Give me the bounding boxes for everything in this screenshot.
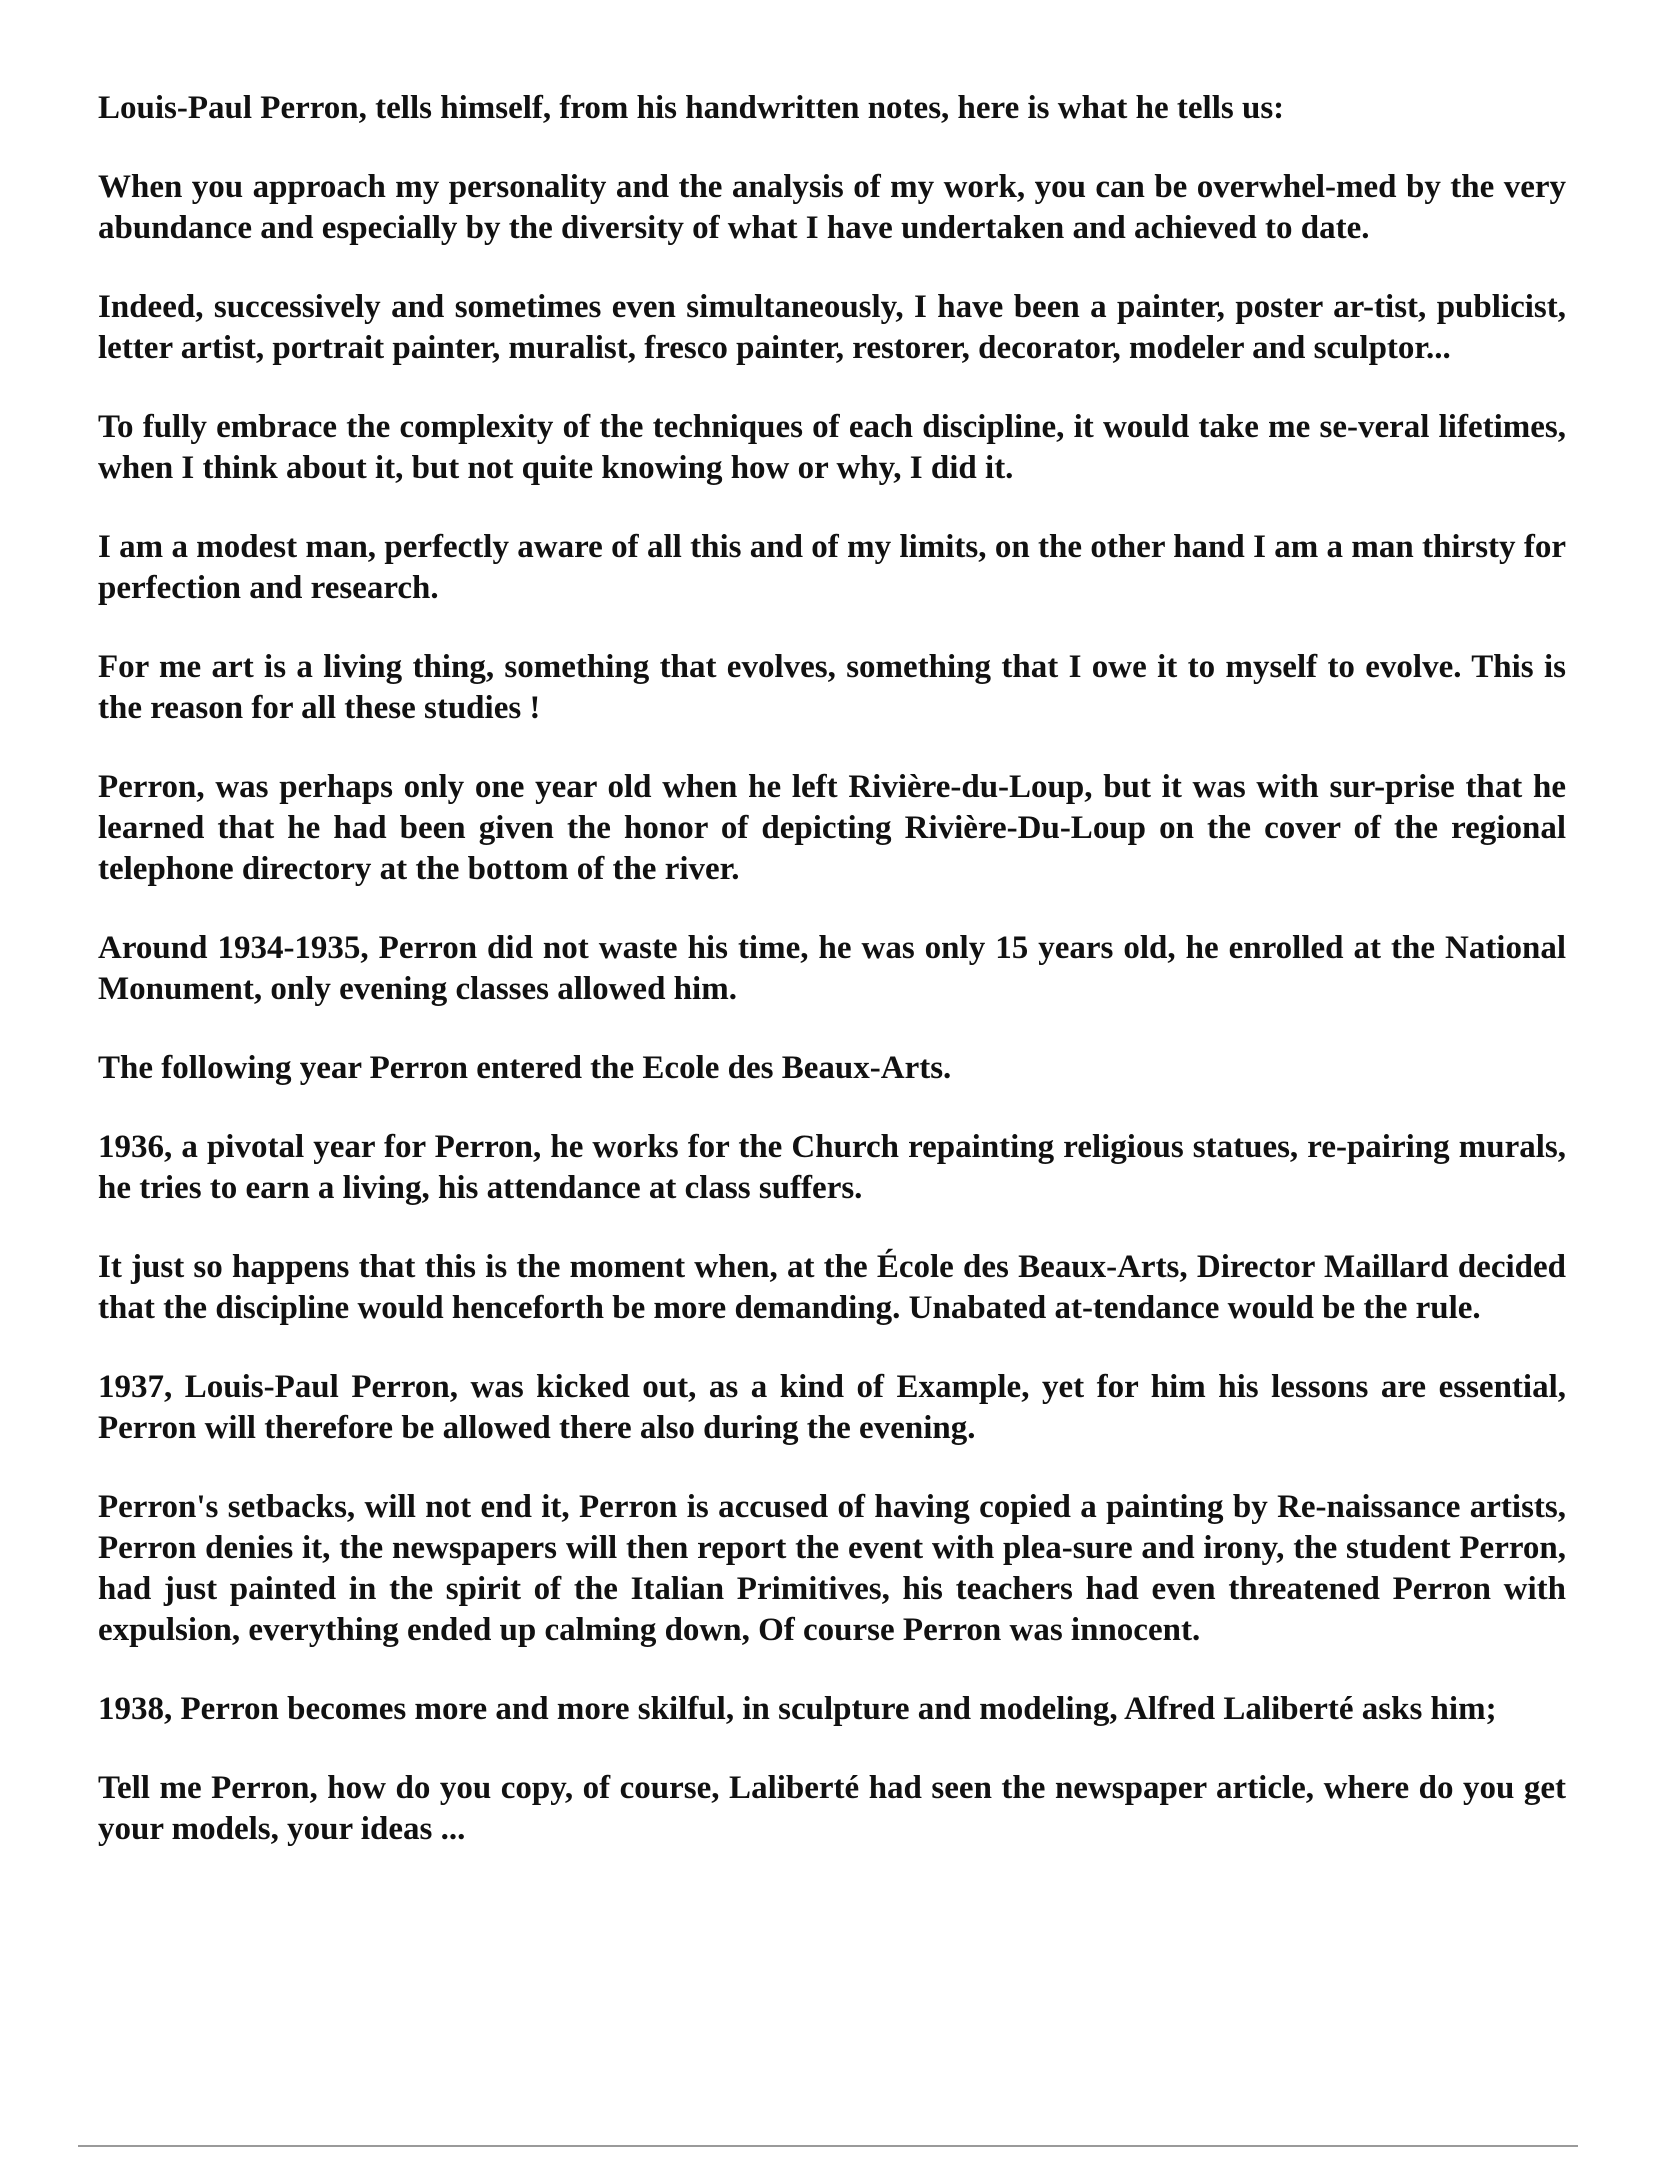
paragraph-complexity: To fully embrace the complexity of the techniques of each discipline, it would take me se-veral lifetimes, when I think about it, but not quite knowing how or why, I did it. — [98, 409, 1566, 486]
paragraph-disciplines: Indeed, successively and sometimes even simultaneously, I have been a painter, poster ar-tist, publicist, letter artist, portrait painter, muralist, fresco painter, restorer, decorator, modeler and sculptor... — [98, 289, 1566, 366]
paragraph-modest-man: I am a modest man, perfectly aware of all this and of my limits, on the other hand I am a man thirsty for perfection and research. — [98, 529, 1566, 606]
paragraph-1934-1935: Around 1934-1935, Perron did not waste his time, he was only 15 years old, he enrolled at the National Monument, only evening classes allowed him. — [98, 930, 1566, 1007]
paragraph-beaux-arts: The following year Perron entered the Ecole des Beaux-Arts. — [98, 1050, 952, 1086]
paragraph-1938: 1938, Perron becomes more and more skilful, in sculpture and modeling, Alfred Laliberté asks him; — [98, 1691, 1497, 1727]
paragraph-art-living: For me art is a living thing, something that evolves, something that I owe it to myself to evolve. This is the reason for all these studies ! — [98, 649, 1566, 726]
paragraph-riviere-du-loup: Perron, was perhaps only one year old when he left Rivière-du-Loup, but it was with sur-prise that he learned that he had been given the honor of depicting Rivière-Du-Loup on the cover of the regional telephone directory at the bottom of the river. — [98, 769, 1566, 887]
paragraph-laliberte-question: Tell me Perron, how do you copy, of course, Laliberté had seen the newspaper article, where do you get your models, your ideas ... — [98, 1770, 1566, 1847]
paragraph-setbacks: Perron's setbacks, will not end it, Perron is accused of having copied a painting by Re-naissance artists, Perron denies it, the newspapers will then report the event with plea-sure and irony, the student Perron, had just painted in the spirit of the Italian Primitives, his teachers had even threatened Perron with expulsion, everything ended up calming down, Of course Perron was innocent. — [98, 1489, 1566, 1648]
document-page — [98, 88, 1566, 1850]
paragraph-1936: 1936, a pivotal year for Perron, he works for the Church repainting religious statues, re-pairing murals, he tries to earn a living, his attendance at class suffers. — [98, 1129, 1566, 1206]
bottom-divider — [78, 2145, 1578, 2147]
paragraph-intro: Louis-Paul Perron, tells himself, from his handwritten notes, here is what he tells us: — [98, 90, 1285, 126]
paragraph-personality: When you approach my personality and the analysis of my work, you can be overwhel-med by the very abundance and especially by the diversity of what I have undertaken and achieved to date. — [98, 169, 1566, 246]
paragraph-1937: 1937, Louis-Paul Perron, was kicked out, as a kind of Example, yet for him his lessons are essential, Perron will therefore be allowed there also during the evening. — [98, 1369, 1566, 1446]
paragraph-maillard: It just so happens that this is the moment when, at the École des Beaux-Arts, Director Maillard decided that the discipline would henceforth be more demanding. Unabated at-tendance would be the rule. — [98, 1249, 1566, 1326]
